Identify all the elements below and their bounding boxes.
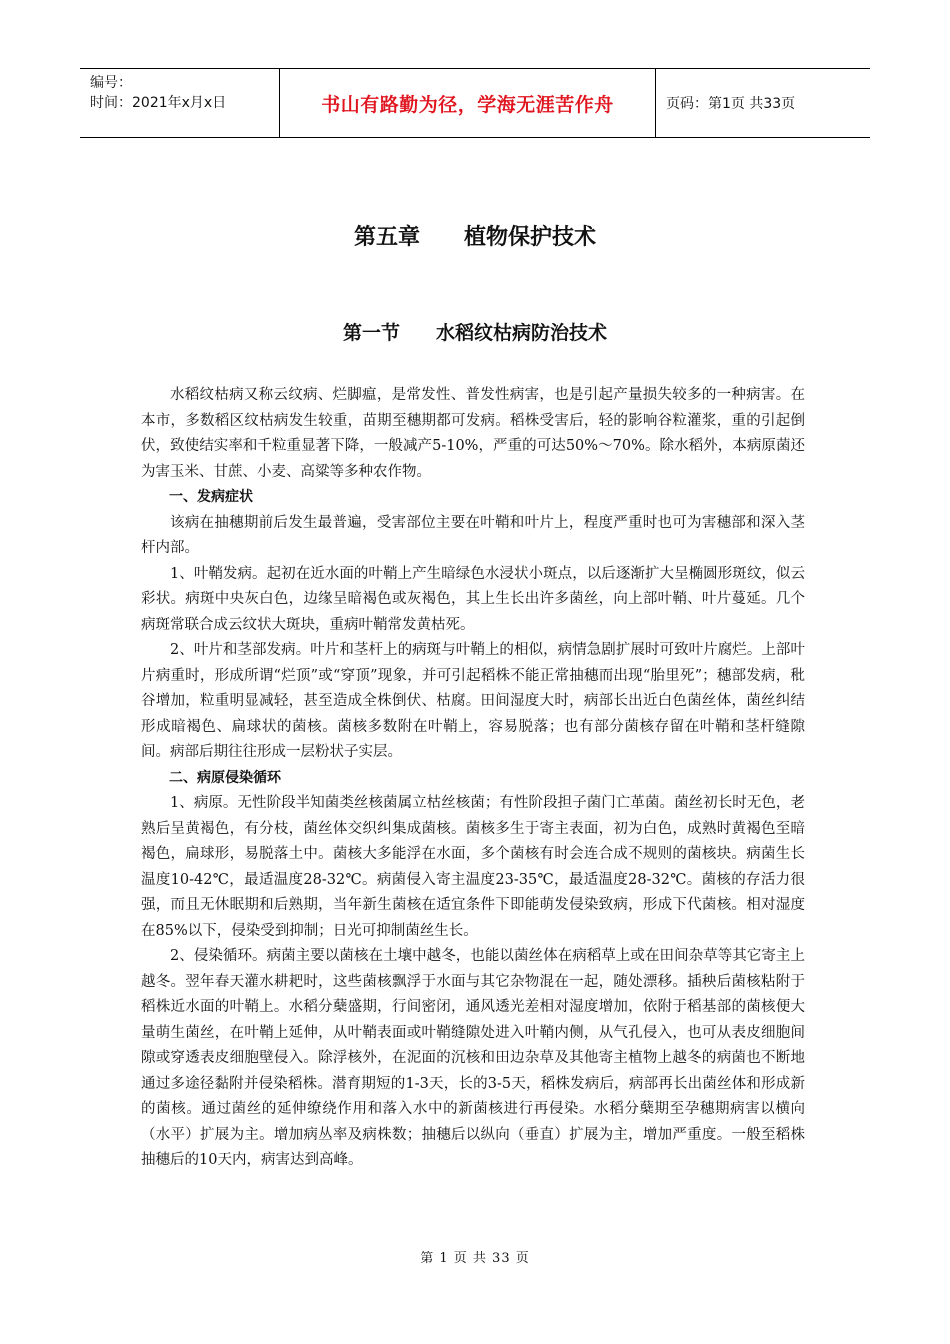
paragraph-symptoms-overview: 该病在抽穗期前后发生最普遍，受害部位主要在叶鞘和叶片上，程度严重时也可为害穗部和深入茎杆内部。 [141, 514, 805, 556]
body-text [141, 383, 805, 1174]
section-number: 第一节 [342, 322, 400, 344]
date-label: 时间：2021年x月x日 [90, 95, 227, 111]
header-motto: 书山有路勤为径，学海无涯苦作舟 [280, 69, 656, 137]
heading-pathogen-cycle: 二、病原侵染循环 [169, 769, 281, 786]
header-table [80, 68, 870, 138]
header-page-info: 页码：第1页 共33页 [666, 96, 796, 112]
heading-symptoms: 一、发病症状 [169, 489, 253, 505]
paragraph-infection-cycle: 2、侵染循环。病菌主要以菌核在土壤中越冬，也能以菌丝体在病稻草上或在田间杂草等其它寄主上越冬。翌年春天灌水耕耙时，这些菌核飘浮于水面与其它杂物混在一起，随处漂移。插秧后菌核粘附于稻株近水面的叶鞘上。水稻分蘖盛期，行间密闭，通风透光差相对湿度增加，依附于稻基部的菌核便大量萌生菌丝，在叶鞘上延伸，从叶鞘表面或叶鞘缝隙处进入叶鞘内侧，从气孔侵入，也可从表皮细胞间隙或穿透表皮细胞壁侵入。除浮核外，在泥面的沉核和田边杂草及其他寄主植物上越冬的病菌也不断地通过多途径黏附并侵染稻株。潜育期短的1-3天，长的3-5天，稻株发病后，病部再长出菌丝体和形成新的菌核。通过菌丝的延伸缭绕作用和落入水中的新菌核进行再侵染。水稻分蘖期至孕穗期病害以横向（水平）扩展为主。增加病丛率及病株数；抽穗后以纵向（垂直）扩展为主，增加严重度。一般至稻株抽穗后的10天内，病害达到高峰。 [141, 948, 805, 1168]
section-name: 水稻纹枯病防治技术 [436, 322, 608, 344]
paragraph-leaf-stem: 2、叶片和茎部发病。叶片和茎杆上的病斑与叶鞘上的相似，病情急剧扩展时可致叶片腐烂。上部叶片病重时，形成所谓“烂顶”或“穿顶”现象，并可引起稻株不能正常抽穗而出现“胎里死”；穗部发病，秕谷增加，粒重明显减轻，甚至造成全株倒伏、枯腐。田间湿度大时，病部长出近白色菌丝体，菌丝纠结形成暗褐色、扁球状的菌核。菌核多数附在叶鞘上，容易脱落；也有部分菌核存留在叶鞘和茎杆缝隙间。病部后期往往形成一层粉状子实层。 [141, 642, 805, 760]
paragraph-intro: 水稻纹枯病又称云纹病、烂脚瘟，是常发性、普发性病害，也是引起产量损失较多的一种病害。在本市，多数稻区纹枯病发生较重，苗期至穗期都可发病。稻株受害后，轻的影响谷粒灌浆，重的引起倒伏，致使结实率和千粒重显著下降，一般减产5-10%，严重的可达50%～70%。除水稻外，本病原菌还为害玉米、甘蔗、小麦、高粱等多种农作物。 [141, 387, 805, 480]
chapter-name: 植物保护技术 [464, 225, 597, 250]
chapter-number: 第五章 [353, 225, 420, 250]
paragraph-pathogen: 1、病原。无性阶段半知菌类丝核菌属立枯丝核菌；有性阶段担子菌门亡革菌。菌丝初长时无色，老熟后呈黄褐色，有分枝，菌丝体交织纠集成菌核。菌核多生于寄主表面，初为白色，成熟时黄褐色至暗褐色，扁球形，易脱落土中。菌核大多能浮在水面，多个菌核有时会连合成不规则的菌核块。病菌生长温度10-42℃，最适温度28-32℃。病菌侵入寄主温度23-35℃，最适温度28-32℃。菌核的存活力很强，而且无休眠期和后熟期，当年新生菌核在适宜条件下即能萌发侵染致病，形成下代菌核。相对湿度在85%以下，侵染受到抑制；日光可抑制菌丝生长。 [141, 795, 805, 939]
paragraph-leaf-sheath: 1、叶鞘发病。起初在近水面的叶鞘上产生暗绿色水浸状小斑点，以后逐渐扩大呈椭圆形斑纹，似云彩状。病斑中央灰白色，边缘呈暗褐色或灰褐色，其上生长出许多菌丝，向上部叶鞘、叶片蔓延。几个病斑常联合成云纹状大斑块，重病叶鞘常发黄枯死。 [141, 565, 805, 633]
section-title [0, 318, 950, 345]
serial-label: 编号： [90, 75, 132, 91]
page-footer: 第 1 页 共 33 页 [420, 1251, 530, 1266]
chapter-title [0, 220, 950, 251]
header-meta-cell [80, 69, 280, 137]
